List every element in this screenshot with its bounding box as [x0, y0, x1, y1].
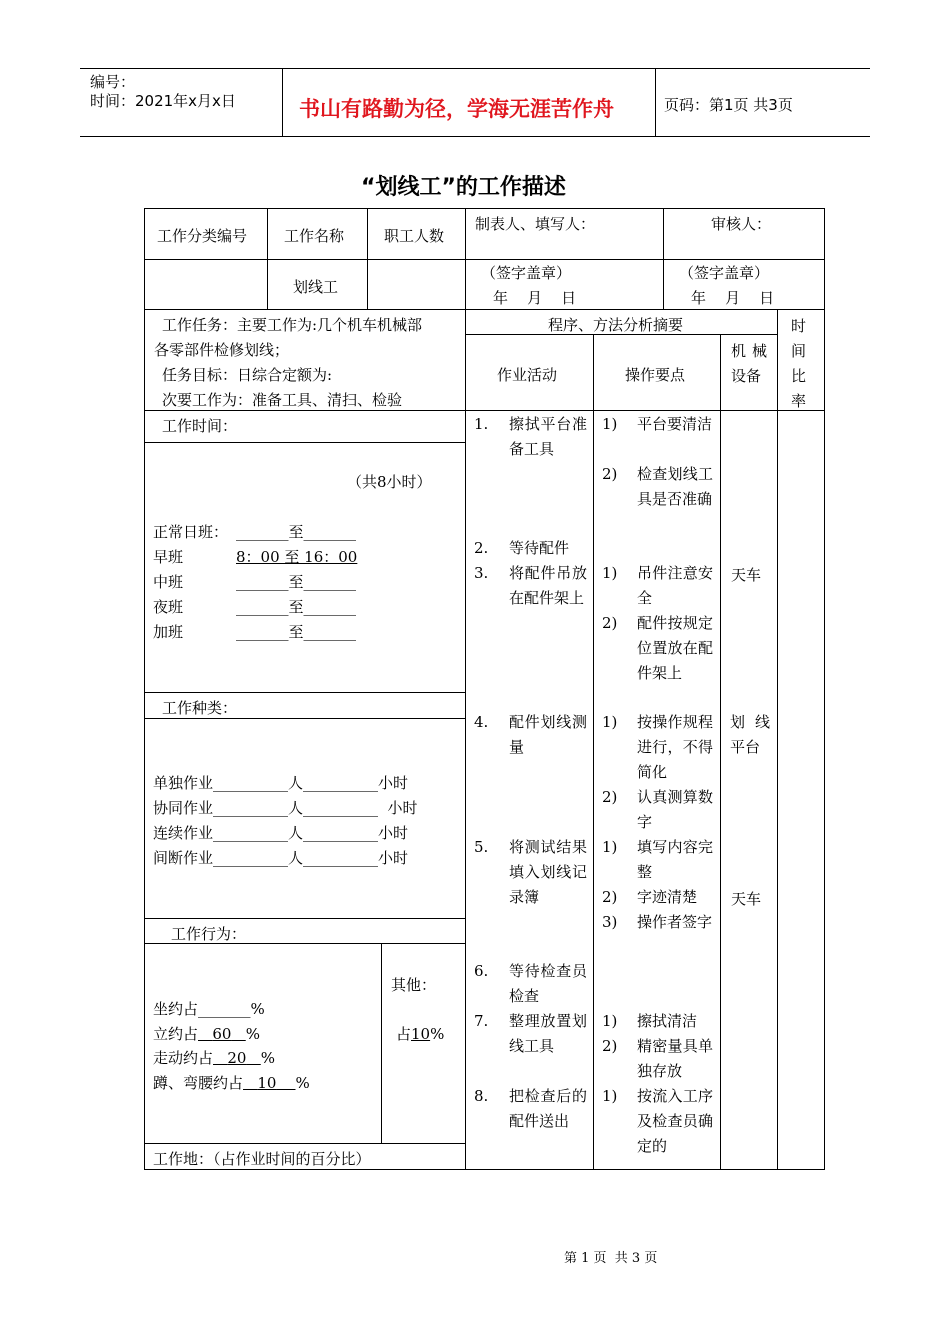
- behavior-other-value: 占10%: [396, 1025, 445, 1043]
- work-type-row: 连续作业__________人__________小时: [153, 824, 409, 842]
- step-number: 8.: [474, 1087, 489, 1105]
- behavior-squat: 蹲、弯腰约占 10 %: [153, 1074, 310, 1092]
- step-text: 等待配件: [509, 539, 570, 557]
- date-line: 年 月 日: [691, 289, 775, 307]
- page-title: “划线工”的工作描述: [361, 175, 566, 200]
- total-hours: （共8小时）: [347, 473, 432, 491]
- behavior-walk: 走动约占 20 %: [153, 1049, 275, 1067]
- workplace-label: 工作地：（占作业时间的百分比）: [153, 1150, 371, 1168]
- header-bottom-rule: [80, 136, 870, 137]
- shift-night-value: _______至_______: [236, 598, 357, 616]
- page-indicator: 页码：第1页 共3页: [664, 96, 793, 114]
- row-divider: [144, 1143, 465, 1144]
- job-name: 划线工: [293, 278, 339, 296]
- equipment-item: 天车: [731, 890, 762, 908]
- reviewer-label: 审核人：: [711, 215, 772, 233]
- col-count: 职工人数: [384, 227, 445, 245]
- step-number: 2.: [474, 539, 489, 557]
- shift-overtime: 加班: [153, 623, 184, 641]
- shift-overtime-value: _______至_______: [236, 623, 357, 641]
- point-text: 平台要清洁: [637, 415, 713, 433]
- step-text: 等待检查员检查: [509, 962, 587, 1005]
- point-text: 认真测算数字: [637, 788, 713, 831]
- step-number: 5.: [474, 838, 489, 856]
- behavior-label: 工作行为：: [171, 925, 247, 943]
- col-divider: [720, 334, 721, 1170]
- col-divider: [267, 208, 268, 309]
- col-divider: [777, 309, 778, 1170]
- shift-night: 夜班: [153, 598, 184, 616]
- header-top-rule: [80, 68, 870, 69]
- step-text: 配件划线测量: [509, 713, 587, 756]
- work-time-label: 工作时间：: [162, 417, 238, 435]
- sign-label: （签字盖章）: [679, 264, 770, 282]
- behavior-other-label: 其他：: [391, 976, 437, 994]
- point-text: 按流入工序及检查员确定的: [637, 1087, 713, 1155]
- motto: 书山有路勤为径，学海无涯苦作舟: [299, 96, 614, 121]
- col-divider: [663, 208, 664, 309]
- task-line: 任务目标：日综合定额为:: [162, 366, 333, 384]
- point-number: 2): [602, 788, 618, 806]
- row-divider: [144, 442, 465, 443]
- point-text: 按操作规程进行，不得简化: [637, 713, 713, 781]
- step-text: 将配件吊放在配件架上: [509, 564, 587, 607]
- point-number: 1): [602, 1087, 618, 1105]
- shift-normal: 正常日班：: [153, 523, 229, 541]
- doc-code-label: 编号：: [90, 73, 136, 91]
- step-number: 1.: [474, 415, 489, 433]
- header-divider: [655, 68, 656, 136]
- row-divider: [144, 309, 825, 310]
- shift-early: 早班: [153, 548, 184, 566]
- work-type-label: 工作种类：: [162, 699, 238, 717]
- equipment-item: 天车: [731, 566, 762, 584]
- equipment-item: 划线平台: [730, 713, 770, 756]
- col-points: 操作要点: [625, 366, 686, 384]
- point-text: 字迹清楚: [637, 888, 698, 906]
- step-text: 把检查后的配件送出: [509, 1087, 587, 1130]
- point-number: 1): [602, 713, 618, 731]
- point-text: 填写内容完整: [637, 838, 713, 881]
- col-time-ratio: 时间比率: [791, 317, 807, 410]
- shift-middle: 中班: [153, 573, 184, 591]
- shift-early-value: 8：00 至 16：00: [236, 548, 358, 566]
- maker-label: 制表人、填写人：: [475, 215, 596, 233]
- step-text: 将测试结果填入划线记录簿: [509, 838, 587, 906]
- point-number: 2): [602, 1037, 618, 1055]
- behavior-sit: 坐约占_______%: [153, 1000, 265, 1018]
- step-text: 擦拭平台准备工具: [509, 415, 587, 458]
- task-line: 次要工作为：准备工具、清扫、检验: [162, 391, 403, 409]
- col-name: 工作名称: [284, 227, 345, 245]
- col-activity: 作业活动: [497, 366, 558, 384]
- row-divider: [144, 410, 825, 411]
- shift-normal-value: _______至_______: [236, 523, 357, 541]
- col-divider: [593, 334, 594, 1170]
- work-type-row: 间断作业__________人__________小时: [153, 849, 409, 867]
- point-number: 1): [602, 838, 618, 856]
- point-number: 3): [602, 913, 618, 931]
- col-code: 工作分类编号: [157, 227, 248, 245]
- step-number: 7.: [474, 1012, 489, 1030]
- point-text: 检查划线工具是否准确: [637, 465, 713, 508]
- task-line: 各零部件检修划线；: [154, 341, 290, 359]
- procedure-header: 程序、方法分析摘要: [548, 316, 684, 334]
- date-line: 年 月 日: [493, 289, 577, 307]
- work-type-row: 单独作业__________人__________小时: [153, 774, 409, 792]
- point-number: 2): [602, 888, 618, 906]
- point-text: 操作者签字: [637, 913, 713, 931]
- task-line: 工作任务：主要工作为:几个机车机械部: [162, 316, 423, 334]
- row-divider: [144, 259, 825, 260]
- step-text: 整理放置划线工具: [509, 1012, 587, 1055]
- point-text: 配件按规定位置放在配件架上: [637, 614, 713, 682]
- page-footer: 第 1 页 共 3 页: [564, 1251, 658, 1266]
- step-number: 6.: [474, 962, 489, 980]
- row-divider: [144, 943, 465, 944]
- step-number: 4.: [474, 713, 489, 731]
- col-divider: [367, 208, 368, 309]
- point-number: 1): [602, 1012, 618, 1030]
- header-divider: [282, 68, 283, 136]
- point-text: 精密量具单独存放: [637, 1037, 713, 1080]
- shift-middle-value: _______至_______: [236, 573, 357, 591]
- row-divider: [144, 918, 465, 919]
- point-number: 2): [602, 465, 618, 483]
- behavior-stand: 立约占 60 %: [153, 1025, 260, 1043]
- point-text: 吊件注意安全: [637, 564, 713, 607]
- col-divider: [465, 208, 466, 1170]
- sign-label: （签字盖章）: [481, 264, 572, 282]
- row-divider: [465, 334, 777, 335]
- point-number: 1): [602, 415, 618, 433]
- point-number: 1): [602, 564, 618, 582]
- point-number: 2): [602, 614, 618, 632]
- col-divider: [381, 943, 382, 1143]
- row-divider: [144, 718, 465, 719]
- work-type-row: 协同作业__________人__________ 小时: [153, 799, 418, 817]
- doc-time-label: 时间：2021年x月x日: [90, 92, 236, 110]
- step-number: 3.: [474, 564, 489, 582]
- row-divider: [144, 692, 465, 693]
- col-equipment: 机械设备: [731, 342, 767, 385]
- point-text: 擦拭清洁: [637, 1012, 698, 1030]
